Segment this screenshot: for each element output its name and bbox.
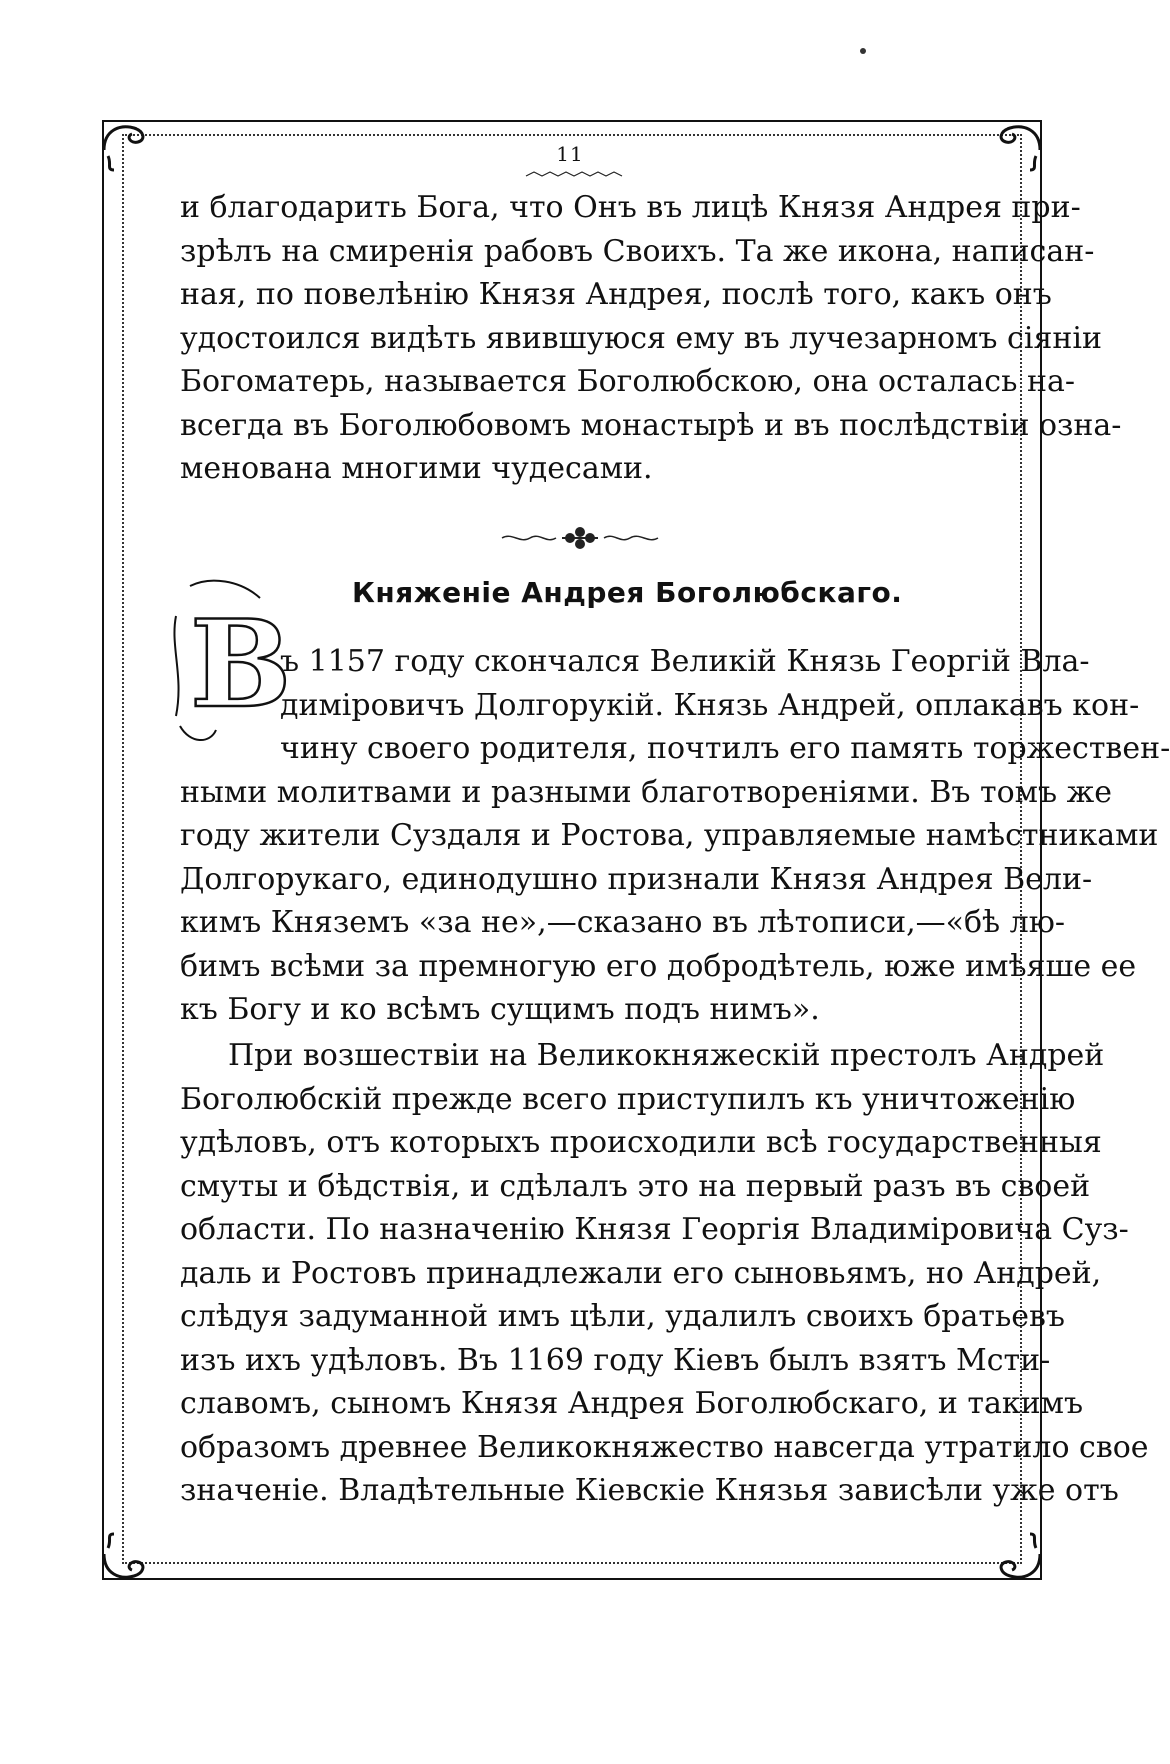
text-line: диміровичъ Долгорукій. Князь Андрей, оплакавъ кон- xyxy=(280,687,1140,723)
text-line: ъ 1157 году скончался Великій Князь Георгій Вла- xyxy=(280,644,1090,679)
text-line: ная, по повелѣнію Князя Андрея, послѣ того, какъ онъ xyxy=(180,277,1052,312)
text-line: и благодарить Бога, что Онъ въ лицѣ Князя Андрея при- xyxy=(180,190,1081,225)
paragraph-1 xyxy=(180,186,1122,491)
text-line: къ Богу и ко всѣмъ сущимъ подъ нимъ». xyxy=(180,992,820,1027)
section-heading: Княженіе Андрея Боголюбскаго. xyxy=(352,576,903,609)
floral-divider-icon xyxy=(500,518,660,558)
text-line: славомъ, сыномъ Князя Андрея Боголюбскаго, и такимъ xyxy=(180,1386,1084,1421)
ink-speck xyxy=(860,48,866,54)
text-line: Долгорукаго, единодушно признали Князя Андрея Вели- xyxy=(180,861,1093,897)
text-line: смуты и бѣдствія, и сдѣлалъ это на первый разъ въ своей xyxy=(180,1168,1091,1204)
page-number: 11 xyxy=(556,142,584,166)
paragraph-3 xyxy=(180,1034,1149,1513)
paragraph-2 xyxy=(180,640,1170,1032)
flourish-corner-icon xyxy=(100,1530,154,1584)
text-line: бимъ всѣми за премногую его добродѣтель, юже имѣяше ее xyxy=(180,948,1137,984)
text-line: изъ ихъ удѣловъ. Въ 1169 году Кіевъ былъ взятъ Мсти- xyxy=(180,1342,1051,1378)
text-line: ными молитвами и разными благотвореніями. Въ томъ же xyxy=(180,774,1112,810)
flourish-corner-icon xyxy=(990,1530,1044,1584)
text-line: удѣловъ, отъ которыхъ происходили всѣ государственныя xyxy=(180,1125,1102,1160)
text-line: даль и Ростовъ принадлежали его сыновьямъ, но Андрей, xyxy=(180,1255,1102,1291)
text-line: зрѣлъ на смиренія рабовъ Своихъ. Та же икона, написан- xyxy=(180,233,1095,269)
text-line: менована многими чудесами. xyxy=(180,451,653,486)
text-line: Богоматерь, называется Боголюбскою, она осталась на- xyxy=(180,364,1075,399)
text-line: удостоился видѣть явившуюся ему въ лучезарномъ сіяніи xyxy=(180,320,1102,356)
text-line: значеніе. Владѣтельные Кіевскіе Князья зависѣли уже отъ xyxy=(180,1473,1119,1508)
text-line: году жители Суздаля и Ростова, управляемые намѣстниками xyxy=(180,818,1159,853)
text-line: всегда въ Боголюбовомъ монастырѣ и въ послѣдствіи озна- xyxy=(180,407,1122,443)
initial-letter: В xyxy=(190,594,292,735)
text-line: кимъ Княземъ «за не»,—сказано въ лѣтописи,—«бѣ лю- xyxy=(180,905,1065,940)
text-line: При возшествіи на Великокняжескій престолъ Андрей xyxy=(228,1038,1105,1073)
text-line: образомъ древнее Великокняжество навсегда утратило свое xyxy=(180,1429,1149,1465)
text-line: чину своего родителя, почтилъ его память торжествен- xyxy=(280,731,1170,766)
text-line: слѣдуя задуманной имъ цѣли, удалилъ своихъ братьевъ xyxy=(180,1299,1066,1334)
text-line: Боголюбскій прежде всего приступилъ къ уничтоженію xyxy=(180,1081,1076,1117)
wave-ornament-icon xyxy=(526,170,626,178)
text-line: области. По назначенію Князя Георгія Владиміровича Суз- xyxy=(180,1212,1129,1247)
